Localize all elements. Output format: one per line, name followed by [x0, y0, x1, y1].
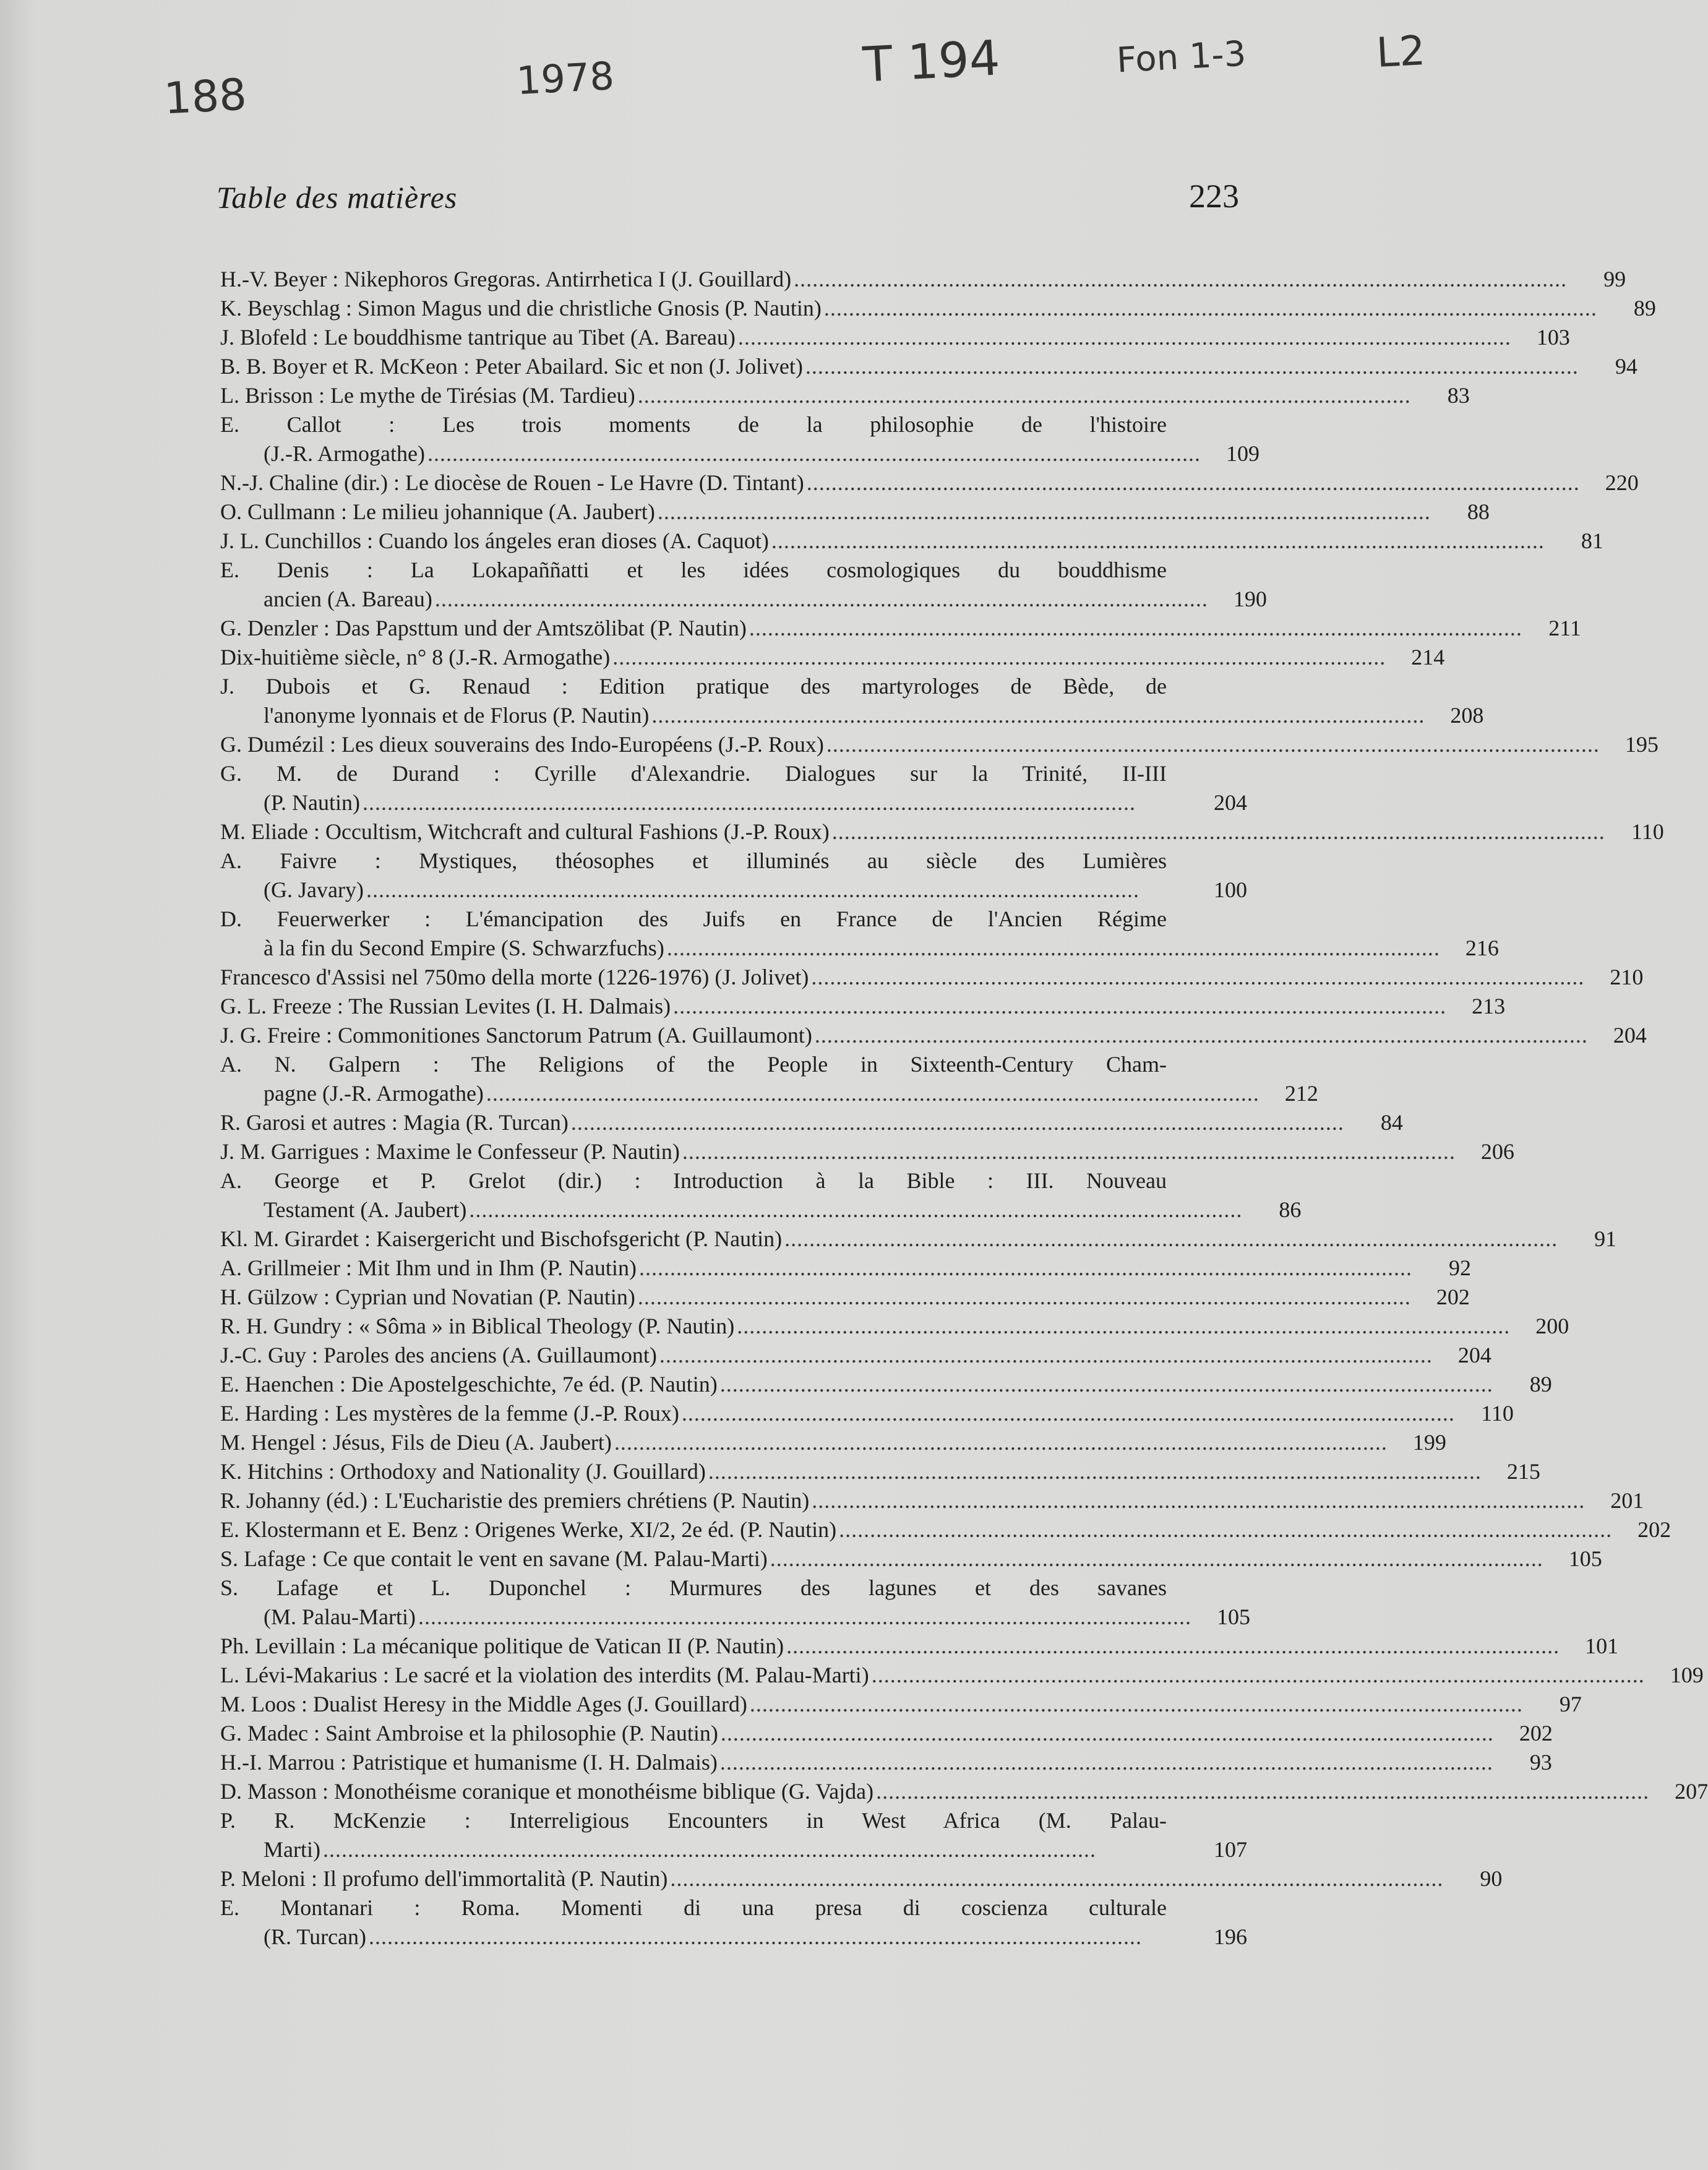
dot-leader: [811, 963, 1581, 992]
dot-leader: [826, 730, 1597, 759]
toc-page-number: 99: [1603, 267, 1626, 291]
toc-page-number: 105: [1216, 1604, 1250, 1629]
toc-entry-text: E. Klostermann et E. Benz : Origenes Werke, XI/2, 2e éd. (P. Nautin): [220, 1517, 837, 1542]
dot-leader: [794, 265, 1564, 294]
toc-page-number: 101: [1585, 1634, 1619, 1658]
toc-entry: [220, 963, 1644, 992]
toc-entry: [220, 1137, 1514, 1166]
toc-entry-text: Marti): [264, 1837, 320, 1862]
toc-entry-line: [220, 992, 1506, 1021]
toc-entry-text: S. Lafage et L. Duponchel : Murmures des lagunes et des savanes: [220, 1575, 1167, 1600]
toc-entry-line: [220, 1195, 1302, 1225]
toc-entry-text: J.-C. Guy : Paroles des anciens (A. Guillaumont): [220, 1343, 657, 1367]
toc-entry: [220, 323, 1570, 352]
dot-leader: [614, 1428, 1384, 1457]
dot-leader: [435, 585, 1205, 614]
toc-entry: [220, 556, 1267, 614]
toc-entry-text: R. Johanny (éd.) : L'Eucharistie des premiers chrétiens (P. Nautin): [220, 1488, 810, 1513]
toc-entry-text: H.-I. Marrou : Patristique et humanisme (I. H. Dalmais): [220, 1750, 718, 1775]
toc-entry-text: M. Loos : Dualist Heresy in the Middle Ages (J. Gouillard): [220, 1692, 747, 1716]
toc-entry: [220, 1574, 1250, 1632]
toc-entry-line: [220, 963, 1644, 992]
toc-page-number: 204: [1613, 1023, 1647, 1048]
toc-page-number: 110: [1481, 1401, 1514, 1426]
toc-entry: [220, 1370, 1552, 1399]
toc-entry-line: [220, 1922, 1247, 1952]
dot-leader: [737, 1312, 1507, 1341]
toc-entry-line: [220, 497, 1490, 527]
toc-entry-text: A. N. Galpern : The Religions of the People in Sixteenth-Century Cham-: [220, 1052, 1167, 1077]
toc-entry: [220, 1021, 1647, 1050]
toc-page-number: 214: [1411, 645, 1445, 670]
toc-entry: [220, 1777, 1708, 1806]
toc-entry-text: L. Brisson : Le mythe de Tirésias (M. Tardieu): [220, 383, 635, 408]
toc-entry-line: [220, 294, 1656, 323]
toc-entry: [220, 992, 1506, 1021]
toc-page-number: 93: [1529, 1750, 1552, 1775]
toc-page-number: 202: [1519, 1721, 1553, 1746]
toc-entry-line: [220, 1603, 1250, 1632]
toc-entry-line: [220, 1719, 1553, 1748]
toc-page-number: 91: [1594, 1226, 1617, 1251]
toc-entry-line: [220, 1690, 1582, 1719]
toc-page-number: 195: [1624, 732, 1659, 757]
toc-entry-line: [220, 1341, 1491, 1370]
toc-page-number: 94: [1615, 354, 1637, 379]
toc-entry-text: S. Lafage : Ce que contait le vent en savane (M. Palau-Marti): [220, 1546, 768, 1571]
toc-entry-text: G. Denzler : Das Papsttum und der Amtszölibat (P. Nautin): [220, 616, 747, 640]
toc-entry-text: (R. Turcan): [264, 1924, 367, 1949]
toc-entry-text: E. Denis : La Lokapaññatti et les idées cosmologiques du bouddhisme: [220, 558, 1167, 582]
toc-entry: [220, 1166, 1302, 1225]
dot-leader: [612, 643, 1383, 672]
dot-leader: [805, 352, 1576, 381]
toc-entry-text: ancien (A. Bareau): [264, 587, 432, 611]
toc-entry-text: Francesco d'Assisi nel 750mo della morte (1226-1976) (J. Jolivet): [220, 965, 809, 989]
toc-entry-line: [220, 701, 1484, 730]
toc-entry-text: E. Montanari : Roma. Momenti di una presa di coscienza culturale: [220, 1895, 1167, 1920]
toc-entry-line: [220, 352, 1637, 381]
toc-entry-line: [220, 381, 1470, 410]
toc-entry: [220, 1515, 1672, 1544]
toc-page-number: 86: [1279, 1197, 1302, 1222]
toc-entry-line: [220, 439, 1260, 468]
dot-leader: [807, 468, 1577, 497]
dot-leader: [784, 1225, 1555, 1254]
toc-entry-text: L. Lévi-Makarius : Le sacré et la violation des interdits (M. Palau-Marti): [220, 1663, 869, 1687]
toc-entry: [220, 905, 1499, 963]
toc-entry: [220, 1108, 1403, 1137]
toc-entry-line: [220, 1515, 1672, 1544]
toc-entry-text: O. Cullmann : Le milieu johannique (A. Jaubert): [220, 499, 655, 524]
toc-entry-text: J. L. Cunchillos : Cuando los ángeles eran dioses (A. Caquot): [220, 528, 769, 553]
dot-leader: [721, 1719, 1491, 1748]
toc-entry: [220, 294, 1656, 323]
toc-entry-text: R. Garosi et autres : Magia (R. Turcan): [220, 1110, 569, 1135]
toc-page-number: 89: [1633, 296, 1656, 321]
toc-page-number: 84: [1380, 1110, 1403, 1135]
toc-entry: [220, 1806, 1247, 1864]
toc-page-number: 81: [1581, 528, 1603, 553]
toc-entry-line: [220, 876, 1247, 905]
toc-entry: [220, 527, 1603, 556]
dot-leader: [638, 381, 1408, 410]
toc-page-number: 200: [1535, 1314, 1569, 1338]
toc-entry-text: G. Dumézil : Les dieux souverains des Indo-Européens (J.-P. Roux): [220, 732, 824, 757]
toc-entry-text: (M. Palau-Marti): [264, 1604, 416, 1629]
dot-leader: [670, 1864, 1440, 1893]
toc-entry-text: E. Callot : Les trois moments de la philosophie de l'histoire: [220, 412, 1167, 437]
toc-page-number: 220: [1605, 470, 1639, 495]
toc-entry-text: K. Beyschlag : Simon Magus und die christliche Gnosis (P. Nautin): [220, 296, 822, 321]
toc-entry: [220, 846, 1247, 905]
toc-entry-text: G. M. de Durand : Cyrille d'Alexandrie. Dialogues sur la Trinité, II-III: [220, 761, 1167, 786]
toc-entry: [220, 1312, 1569, 1341]
dot-leader: [486, 1079, 1256, 1108]
toc-page-number: 216: [1465, 936, 1499, 960]
toc-page-number: 213: [1472, 994, 1506, 1018]
dot-leader: [651, 701, 1422, 730]
toc-entry: [220, 614, 1581, 643]
dot-leader: [682, 1399, 1452, 1428]
dot-leader: [812, 1486, 1582, 1515]
toc-entry-line: [220, 1486, 1644, 1515]
toc-entry-text: pagne (J.-R. Armogathe): [264, 1081, 484, 1106]
toc-page-number: 196: [1214, 1924, 1247, 1949]
handwritten-note: L2: [1375, 26, 1427, 77]
toc-page-number: 109: [1225, 441, 1260, 466]
dot-leader: [771, 527, 1542, 556]
toc-entry-line: [220, 1428, 1446, 1457]
toc-entry-line: [220, 585, 1267, 614]
dot-leader: [832, 817, 1602, 846]
toc-entry-text: Ph. Levillain : La mécanique politique de Vatican II (P. Nautin): [220, 1634, 784, 1658]
toc-entry-text: H.-V. Beyer : Nikephoros Gregoras. Antirrhetica I (J. Gouillard): [220, 267, 792, 291]
toc-entry-text: D. Masson : Monothéisme coranique et monothéisme biblique (G. Vajda): [220, 1779, 874, 1804]
toc-entry: [220, 497, 1490, 527]
dot-leader: [418, 1603, 1188, 1632]
toc-entry-line: [220, 614, 1581, 643]
dot-leader: [427, 439, 1198, 468]
dot-leader: [720, 1748, 1490, 1777]
toc-entry-text: A. Faivre : Mystiques, théosophes et illuminés au siècle des Lumières: [220, 848, 1167, 873]
toc-entry-text: P. R. McKenzie : Interreligious Encounters in West Africa (M. Palau-: [220, 1808, 1167, 1833]
handwritten-annotations: [0, 26, 1487, 133]
dot-leader: [363, 788, 1185, 817]
toc-page-number: 210: [1610, 965, 1644, 989]
toc-page-number: 83: [1447, 383, 1470, 408]
toc-entry-text: Kl. M. Girardet : Kaisergericht und Bischofsgericht (P. Nautin): [220, 1226, 783, 1251]
page-title: Table des matières: [217, 180, 458, 215]
toc-entry-text: B. B. Boyer et R. McKeon : Peter Abailard. Sic et non (J. Jolivet): [220, 354, 803, 379]
toc-entry-text: Dix-huitième siècle, n° 8 (J.-R. Armogathe): [220, 645, 611, 670]
dot-leader: [720, 1370, 1490, 1399]
toc-page-number: 215: [1506, 1459, 1540, 1484]
dot-leader: [839, 1515, 1609, 1544]
toc-entry-line: [220, 1370, 1552, 1399]
toc-entry-line: [220, 1254, 1471, 1283]
dot-leader: [469, 1195, 1239, 1225]
toc-entry-text: (J.-R. Armogathe): [264, 441, 425, 466]
toc-entry: [220, 381, 1470, 410]
dot-leader: [658, 497, 1428, 527]
dot-leader: [571, 1108, 1341, 1137]
toc-page-number: 107: [1214, 1837, 1247, 1862]
toc-entry-line: [220, 265, 1626, 294]
toc-page-number: 201: [1610, 1488, 1644, 1513]
toc-entry-text: l'anonyme lyonnais et de Florus (P. Nautin): [264, 703, 650, 728]
toc-entry: [220, 672, 1484, 730]
dot-leader: [738, 323, 1508, 352]
dot-leader: [876, 1777, 1646, 1806]
toc-entry-line: [220, 1399, 1514, 1428]
toc-page-number: 100: [1214, 877, 1247, 902]
toc-entry-line: [220, 1108, 1403, 1137]
toc-entry-line: [220, 1661, 1704, 1690]
toc-entry-text: K. Hitchins : Orthodoxy and Nationality (J. Gouillard): [220, 1459, 706, 1484]
page-header: [217, 179, 1239, 229]
toc-entry-line: [220, 1283, 1470, 1312]
toc-entry-line: [220, 1544, 1602, 1574]
toc-entry: [220, 1544, 1602, 1574]
toc-entry-text: H. Gülzow : Cyprian und Novatian (P. Nautin): [220, 1285, 635, 1309]
toc-entry-line: [220, 1457, 1540, 1486]
dot-leader: [749, 614, 1519, 643]
page-number: 223: [1189, 178, 1239, 215]
toc-entry: [220, 1719, 1553, 1748]
toc-entry: [220, 759, 1247, 817]
toc-entry-text: (G. Javary): [264, 877, 364, 902]
toc-entry: [220, 1690, 1582, 1719]
toc-entry: [220, 352, 1637, 381]
toc-entry: [220, 1893, 1247, 1952]
toc-entry-line: [220, 468, 1639, 497]
toc-page-number: 90: [1480, 1866, 1503, 1891]
handwritten-note: 188: [162, 69, 248, 124]
toc-entry-text: R. H. Gundry : « Sôma » in Biblical Theology (P. Nautin): [220, 1314, 735, 1338]
toc-page-number: 204: [1214, 790, 1247, 815]
toc-entry-text: N.-J. Chaline (dir.) : Le diocèse de Rouen - Le Havre (D. Tintant): [220, 470, 804, 495]
toc-entry: [220, 1225, 1617, 1254]
toc-entry: [220, 730, 1659, 759]
toc-entry-text: D. Feuerwerker : L'émancipation des Juifs en France de l'Ancien Régime: [220, 906, 1167, 931]
toc-page-number: 204: [1457, 1343, 1491, 1367]
toc-entry: [220, 1254, 1471, 1283]
dot-leader: [824, 294, 1594, 323]
toc-page-number: 212: [1284, 1081, 1318, 1106]
toc-entry: [220, 468, 1639, 497]
toc-entry-text: Testament (A. Jaubert): [264, 1197, 467, 1222]
toc-entry-text: J. Dubois et G. Renaud : Edition pratique des martyrologes de Bède, de: [220, 674, 1167, 699]
toc-page-number: 92: [1448, 1255, 1471, 1280]
dot-leader: [872, 1661, 1642, 1690]
toc-entry-line: [220, 1312, 1569, 1341]
toc-entry-line: [220, 643, 1445, 672]
toc-entry-line: [220, 1632, 1619, 1661]
dot-leader: [366, 876, 1185, 905]
toc-entry-text: M. Eliade : Occultism, Witchcraft and cultural Fashions (J.-P. Roux): [220, 819, 830, 844]
toc-entry: [220, 1661, 1704, 1690]
toc-page-number: 199: [1412, 1430, 1446, 1455]
toc-entry-text: G. Madec : Saint Ambroise et la philosophie (P. Nautin): [220, 1721, 718, 1746]
toc-entry-line: [220, 1079, 1318, 1108]
toc-entry: [220, 1050, 1318, 1108]
dot-leader: [815, 1021, 1585, 1050]
toc-entry: [220, 1864, 1503, 1893]
toc-entry-line: [220, 1748, 1552, 1777]
toc-page-number: 89: [1529, 1372, 1552, 1397]
toc-entry-text: E. Harding : Les mystères de la femme (J.-P. Roux): [220, 1401, 679, 1426]
toc-entry-line: [220, 1835, 1247, 1864]
toc-entry-line: [220, 527, 1603, 556]
toc-entry: [220, 1341, 1491, 1370]
dot-leader: [770, 1544, 1540, 1574]
toc-entry-line: [220, 788, 1247, 817]
toc-entry-line: [220, 323, 1570, 352]
toc-page-number: 110: [1631, 819, 1664, 844]
toc-entry: [220, 1283, 1470, 1312]
toc-entry-text: G. L. Freeze : The Russian Levites (I. H. Dalmais): [220, 994, 671, 1018]
toc-page-number: 208: [1450, 703, 1484, 728]
toc-page-number: 211: [1548, 616, 1581, 640]
toc-page-number: 103: [1536, 325, 1570, 350]
toc-entry: [220, 1399, 1514, 1428]
toc-entry-line: [220, 730, 1659, 759]
toc-page-number: 105: [1568, 1546, 1602, 1571]
toc-entry-line: [220, 1021, 1647, 1050]
toc-entry: [220, 1632, 1619, 1661]
dot-leader: [659, 1341, 1430, 1370]
toc-page-number: 97: [1559, 1692, 1582, 1716]
toc-page-number: 88: [1467, 499, 1490, 524]
dot-leader: [708, 1457, 1478, 1486]
toc-entry: [220, 265, 1626, 294]
toc-entry: [220, 817, 1664, 846]
table-of-contents: [220, 265, 1708, 1952]
toc-entry: [220, 410, 1260, 468]
toc-entry-text: J. M. Garrigues : Maxime le Confesseur (P. Nautin): [220, 1139, 680, 1164]
toc-entry-text: P. Meloni : Il profumo dell'immortalità (P. Nautin): [220, 1866, 668, 1891]
dot-leader: [667, 934, 1437, 963]
toc-entry-line: [220, 1864, 1503, 1893]
dot-leader: [323, 1835, 1185, 1864]
toc-entry-text: à la fin du Second Empire (S. Schwarzfuchs): [264, 936, 664, 960]
dot-leader: [786, 1632, 1556, 1661]
dot-leader: [682, 1137, 1453, 1166]
dot-leader: [638, 1283, 1408, 1312]
toc-page-number: 202: [1436, 1285, 1470, 1309]
toc-page-number: 206: [1480, 1139, 1514, 1164]
toc-entry: [220, 1428, 1446, 1457]
dot-leader: [750, 1690, 1520, 1719]
toc-entry: [220, 1457, 1540, 1486]
toc-entry-line: [220, 817, 1664, 846]
dot-leader: [673, 992, 1443, 1021]
toc-entry: [220, 1486, 1644, 1515]
toc-page-number: 202: [1637, 1517, 1672, 1542]
toc-entry-text: M. Hengel : Jésus, Fils de Dieu (A. Jaubert): [220, 1430, 612, 1455]
dot-leader: [639, 1254, 1409, 1283]
toc-entry-line: [220, 1225, 1617, 1254]
toc-entry-text: E. Haenchen : Die Apostelgeschichte, 7e éd. (P. Nautin): [220, 1372, 718, 1397]
toc-entry-text: J. G. Freire : Commonitiones Sanctorum Patrum (A. Guillaumont): [220, 1023, 812, 1048]
toc-page-number: 109: [1670, 1663, 1704, 1687]
dot-leader: [369, 1922, 1185, 1952]
toc-entry-text: (P. Nautin): [264, 790, 360, 815]
handwritten-note: T 194: [861, 30, 1002, 93]
toc-entry-text: A. George et P. Grelot (dir.) : Introduction à la Bible : III. Nouveau: [220, 1168, 1167, 1193]
handwritten-note: Fon 1-3: [1115, 33, 1247, 81]
toc-entry-line: [220, 1137, 1514, 1166]
toc-entry: [220, 643, 1445, 672]
handwritten-note: 1978: [515, 53, 616, 104]
toc-page-number: 190: [1233, 587, 1267, 611]
toc-page-number: 207: [1675, 1779, 1708, 1804]
toc-entry-line: [220, 934, 1499, 963]
toc-entry-text: A. Grillmeier : Mit Ihm und in Ihm (P. Nautin): [220, 1255, 637, 1280]
toc-entry-text: J. Blofeld : Le bouddhisme tantrique au Tibet (A. Bareau): [220, 325, 736, 350]
toc-entry: [220, 1748, 1552, 1777]
toc-entry-line: [220, 1777, 1708, 1806]
